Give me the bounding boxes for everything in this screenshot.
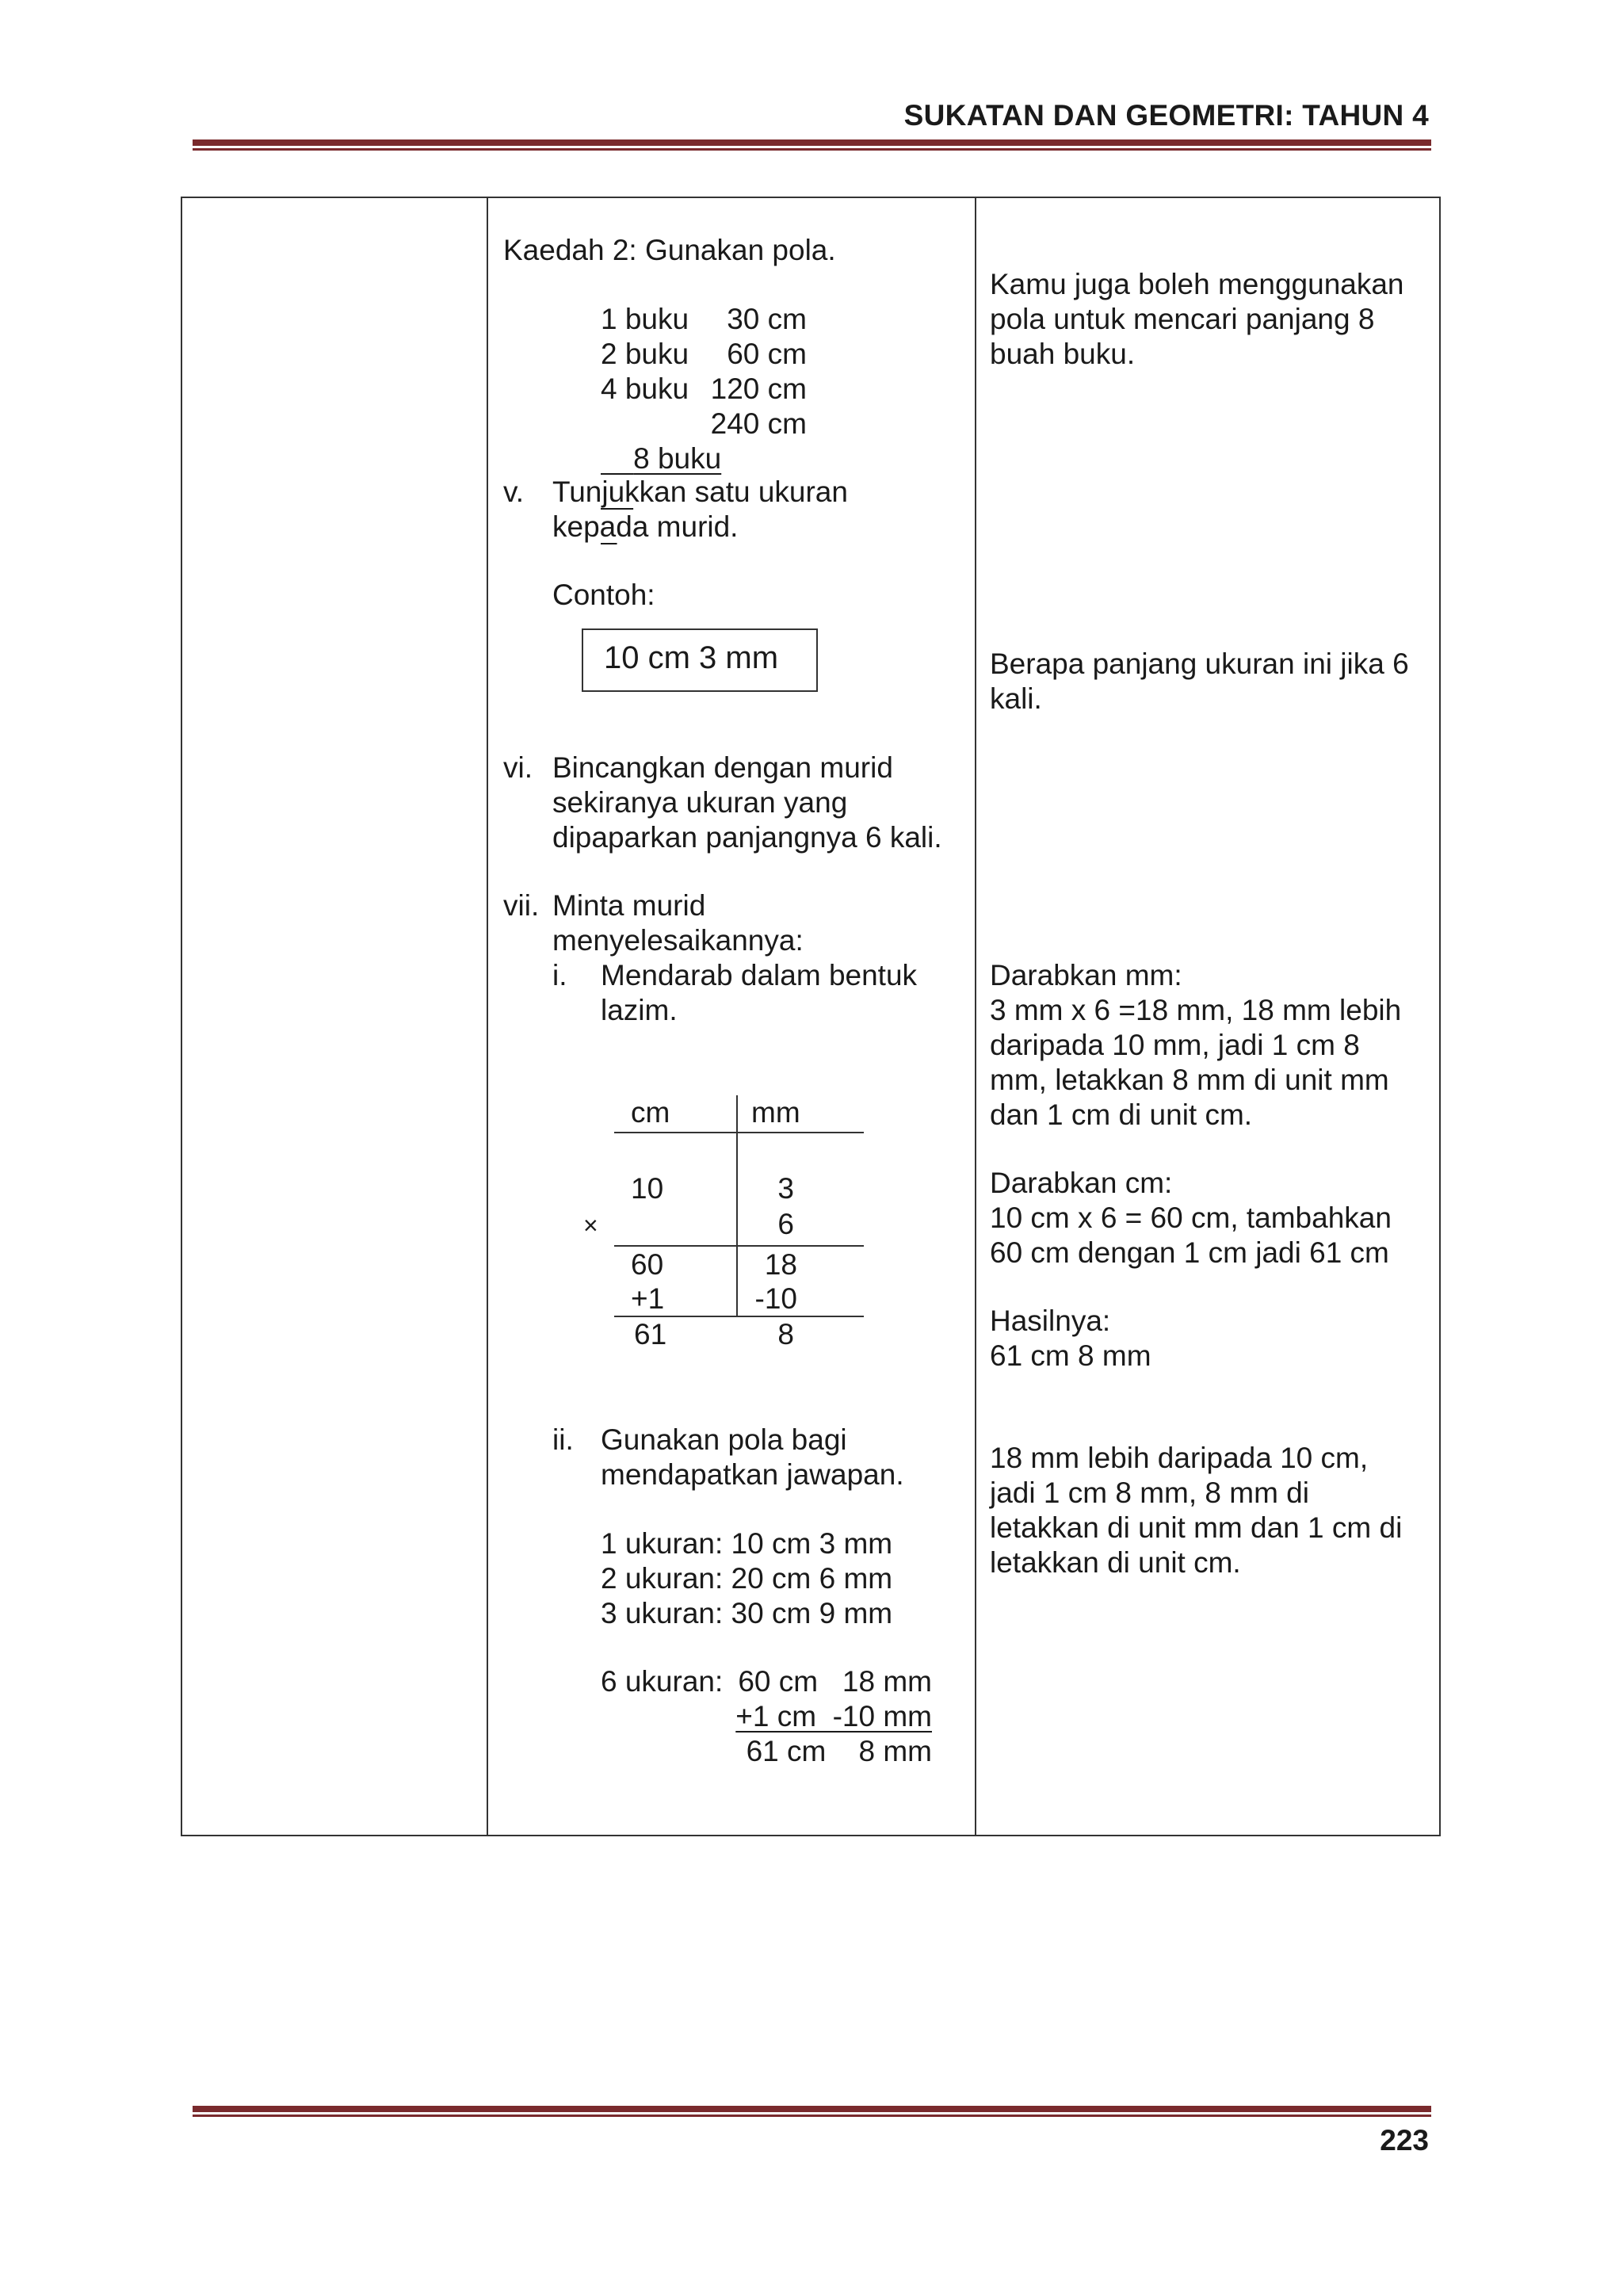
grid-mm-value: 8 xyxy=(777,1318,794,1350)
ukuran-row: 1 ukuran: 10 cm 3 mm xyxy=(601,1527,893,1560)
grid-cm-value: 10 xyxy=(631,1172,664,1205)
note-heading: Darabkan cm: xyxy=(990,1167,1173,1199)
header-rule-thick xyxy=(193,139,1431,146)
step-text: Bincangkan dengan murid xyxy=(552,751,893,784)
note-heading: Darabkan mm: xyxy=(990,959,1182,991)
step-number: v. xyxy=(503,476,525,508)
step-text: sekiranya ukuran yang xyxy=(552,786,848,819)
note-text: 3 mm x 6 =18 mm, 18 mm lebih xyxy=(990,994,1402,1026)
note-text: kali. xyxy=(990,682,1042,715)
grid-rule xyxy=(614,1132,864,1133)
grid-head-mm: mm xyxy=(751,1096,800,1129)
step-text: menyelesaikannya: xyxy=(552,924,804,957)
page-header-title: SUKATAN DAN GEOMETRI: TAHUN 4 xyxy=(903,99,1429,132)
grid-cm-value: 60 xyxy=(631,1248,664,1281)
substep-text: Mendarab dalam bentuk xyxy=(601,959,918,991)
column-divider-2 xyxy=(975,197,976,1836)
note-text: 61 cm 8 mm xyxy=(990,1339,1151,1372)
note-text: 18 mm lebih daripada 10 cm, xyxy=(990,1442,1369,1474)
footer-rule-thin xyxy=(193,2115,1431,2117)
step-text: Minta murid xyxy=(552,889,706,922)
ukuran-row: 2 ukuran: 20 cm 6 mm xyxy=(601,1562,893,1595)
ukuran-6-line: 60 cm 18 mm xyxy=(738,1665,932,1698)
column-divider-1 xyxy=(487,197,488,1836)
ukuran-6-line: 61 cm 8 mm xyxy=(746,1735,932,1767)
note-text: daripada 10 mm, jadi 1 cm 8 xyxy=(990,1029,1360,1061)
grid-cm-value: +1 xyxy=(631,1282,665,1315)
grid-mm-value: 6 xyxy=(777,1208,794,1240)
method-title: Kaedah 2: Gunakan pola. xyxy=(503,234,836,266)
footer-rule-thick xyxy=(193,2106,1431,2112)
note-text: pola untuk mencari panjang 8 xyxy=(990,303,1375,335)
pattern-count: 4 buku xyxy=(601,372,689,405)
pattern-count: 2 buku xyxy=(601,338,689,370)
substep-text: mendapatkan jawapan. xyxy=(601,1458,904,1491)
pattern-count: 1 buku xyxy=(601,303,689,335)
page-number: 223 xyxy=(1380,2124,1429,2157)
step-text: dipaparkan panjangnya 6 kali. xyxy=(552,821,942,854)
note-text: dan 1 cm di unit cm. xyxy=(990,1098,1253,1131)
substep-number: ii. xyxy=(552,1423,574,1456)
note-text: buah buku. xyxy=(990,338,1136,370)
step-text: Tunjukkan satu ukuran xyxy=(552,476,848,508)
step-number: vii. xyxy=(503,889,540,922)
pattern-length: 120 cm xyxy=(710,372,807,405)
note-text: letakkan di unit mm dan 1 cm di xyxy=(990,1511,1403,1544)
pattern-length: 30 cm xyxy=(727,303,807,335)
header-rule-thin xyxy=(193,148,1431,151)
example-measurement-box xyxy=(582,628,818,692)
note-text: letakkan di unit cm. xyxy=(990,1546,1241,1579)
grid-divider xyxy=(736,1095,738,1317)
grid-mm-value: 18 xyxy=(764,1248,797,1281)
grid-rule xyxy=(614,1245,864,1247)
note-text: mm, letakkan 8 mm di unit mm xyxy=(990,1064,1389,1096)
ukuran-6-label: 6 ukuran: xyxy=(601,1665,724,1698)
ukuran-6-line: +1 cm -10 mm xyxy=(735,1700,932,1733)
grid-mm-value: 3 xyxy=(777,1172,794,1205)
step-number: vi. xyxy=(503,751,533,784)
substep-text: Gunakan pola bagi xyxy=(601,1423,847,1456)
pattern-length: 60 cm xyxy=(727,338,807,370)
substep-text: lazim. xyxy=(601,994,678,1026)
note-text: Berapa panjang ukuran ini jika 6 xyxy=(990,648,1409,680)
example-label: Contoh: xyxy=(552,579,655,611)
note-heading: Hasilnya: xyxy=(990,1305,1111,1337)
note-text: Kamu juga boleh menggunakan xyxy=(990,268,1404,300)
pattern-count: 8 buku xyxy=(633,442,722,475)
ukuran-row: 3 ukuran: 30 cm 9 mm xyxy=(601,1597,893,1629)
pattern-length: 240 cm xyxy=(710,407,807,440)
step-text: kepada murid. xyxy=(552,510,739,543)
substep-number: i. xyxy=(552,959,567,991)
multiply-sign: × xyxy=(583,1211,598,1240)
grid-head-cm: cm xyxy=(631,1096,670,1129)
example-measurement: 10 cm 3 mm xyxy=(604,640,779,675)
note-text: jadi 1 cm 8 mm, 8 mm di xyxy=(990,1477,1309,1509)
note-text: 60 cm dengan 1 cm jadi 61 cm xyxy=(990,1236,1389,1269)
grid-mm-value: -10 xyxy=(754,1282,797,1315)
note-text: 10 cm x 6 = 60 cm, tambahkan xyxy=(990,1201,1392,1234)
grid-cm-value: 61 xyxy=(634,1318,667,1350)
